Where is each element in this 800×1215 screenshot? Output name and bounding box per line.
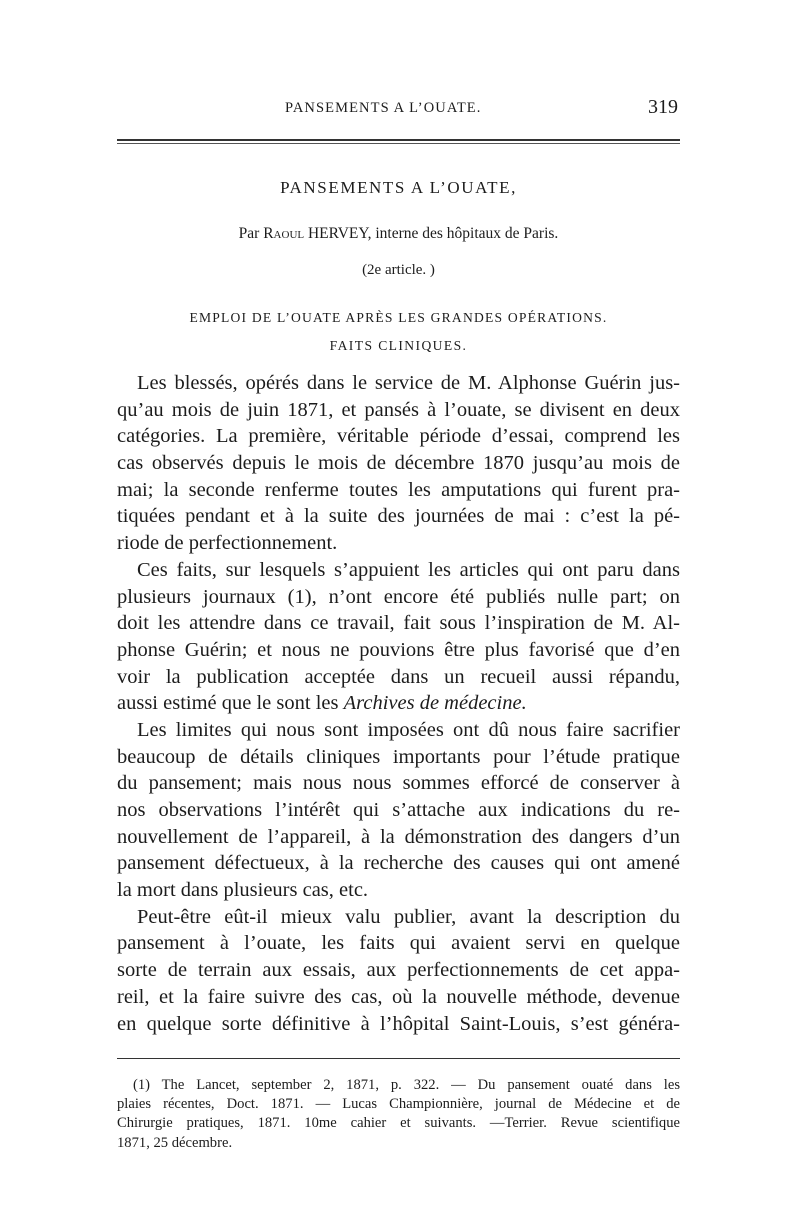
footnote-line: 1871, 25 décembre. xyxy=(117,1134,233,1151)
text-line: reil, et la faire suivre des cas, où la nouvelle méthode, devenue xyxy=(117,985,680,1008)
text-line xyxy=(117,690,680,717)
text-line: pansement à l’ouate, les faits qui avaient servi en quelque xyxy=(117,932,680,955)
text-line: Les limites qui nous sont imposées ont dû nous faire sacrifier xyxy=(137,718,680,741)
article-part: (2e article. ) xyxy=(362,262,435,278)
text-line: doit les attendre dans ce travail, fait sous l’inspiration de M. Al- xyxy=(117,612,680,635)
text-line: la mort dans plusieurs cas, etc. xyxy=(117,879,369,902)
footnote-line: (1) The Lancet, september 2, 1871, p. 322. — Du pansement ouaté dans les xyxy=(133,1077,680,1093)
header-rule-thin xyxy=(117,143,680,144)
text-line: qu’au mois de juin 1871, et pansés à l’ouate, se divisent en deux xyxy=(117,398,680,421)
footnote xyxy=(117,1076,680,1153)
text-line: tiquées pendant et à la suite des journées de mai : c’est la pé- xyxy=(117,505,680,528)
article-title: PANSEMENTS A L’OUATE, xyxy=(280,178,517,197)
text-line: du pansement; mais nous nous sommes efforcé de conserver à xyxy=(117,772,680,795)
text-line: plusieurs journaux (1), n’ont encore été publiés nulle part; on xyxy=(117,585,680,608)
text-line: mai; la seconde renferme toutes les amputations qui furent pra- xyxy=(117,478,680,501)
text-line: nouvellement de l’appareil, à la démonstration des dangers d’un xyxy=(117,825,680,848)
body-text xyxy=(117,370,680,1037)
text-line: pansement défectueux, à la recherche des causes qui ont amené xyxy=(117,852,680,875)
text-line-start: aussi estimé que le sont les xyxy=(117,692,344,715)
text-line: Ces faits, sur lesquels s’appuient les articles qui ont paru dans xyxy=(137,558,680,581)
footnote-rule xyxy=(117,1058,680,1059)
text-line: cas observés depuis le mois de décembre 1870 jusqu’au mois de xyxy=(117,452,680,475)
author-name: Raoul HERVEY, xyxy=(263,225,372,242)
byline-prefix: Par xyxy=(238,225,260,242)
text-line: beaucoup de détails cliniques importants pour l’étude pratique xyxy=(117,745,680,768)
text-line: voir la publication acceptée dans un recueil aussi répandu, xyxy=(117,665,680,688)
running-title: PANSEMENTS A L’OUATE. xyxy=(285,100,482,116)
journal-title: Archives de médecine. xyxy=(343,692,527,715)
text-line: catégories. La première, véritable période d’essai, comprend les xyxy=(117,425,680,448)
footnote-line: Chirurgie pratiques, 1871. 10me cahier et suivants. —Terrier. Revue scientifique xyxy=(117,1115,680,1132)
running-head xyxy=(117,96,680,122)
text-line: phonse Guérin; et nous ne pouvions être plus favorisé que d’en xyxy=(117,638,680,661)
section-subtitle-2: FAITS CLINIQUES. xyxy=(329,338,468,353)
text-line: Peut-être eût-il mieux valu publier, avant la description du xyxy=(137,905,680,928)
text-line: riode de perfectionnement. xyxy=(117,532,338,555)
header-rule xyxy=(117,139,680,141)
text-line: sorte de terrain aux essais, aux perfectionnements de cet appa- xyxy=(117,959,680,982)
page-number: 319 xyxy=(648,96,678,118)
text-line: en quelque sorte définitive à l’hôpital Saint-Louis, s’est généra- xyxy=(117,1012,680,1035)
text-line: Les blessés, opérés dans le service de M. Alphonse Guérin jus- xyxy=(137,372,680,394)
section-subtitle: EMPLOI DE L’OUATE APRÈS LES GRANDES OPÉRATIONS. xyxy=(189,310,608,325)
footnote-line: plaies récentes, Doct. 1871. — Lucas Championnière, journal de Médecine et de xyxy=(117,1096,680,1113)
text-line: nos observations l’intérêt qui s’attache aux indications du re- xyxy=(117,799,680,821)
byline xyxy=(117,225,680,243)
author-role: interne des hôpitaux de Paris. xyxy=(375,225,559,242)
